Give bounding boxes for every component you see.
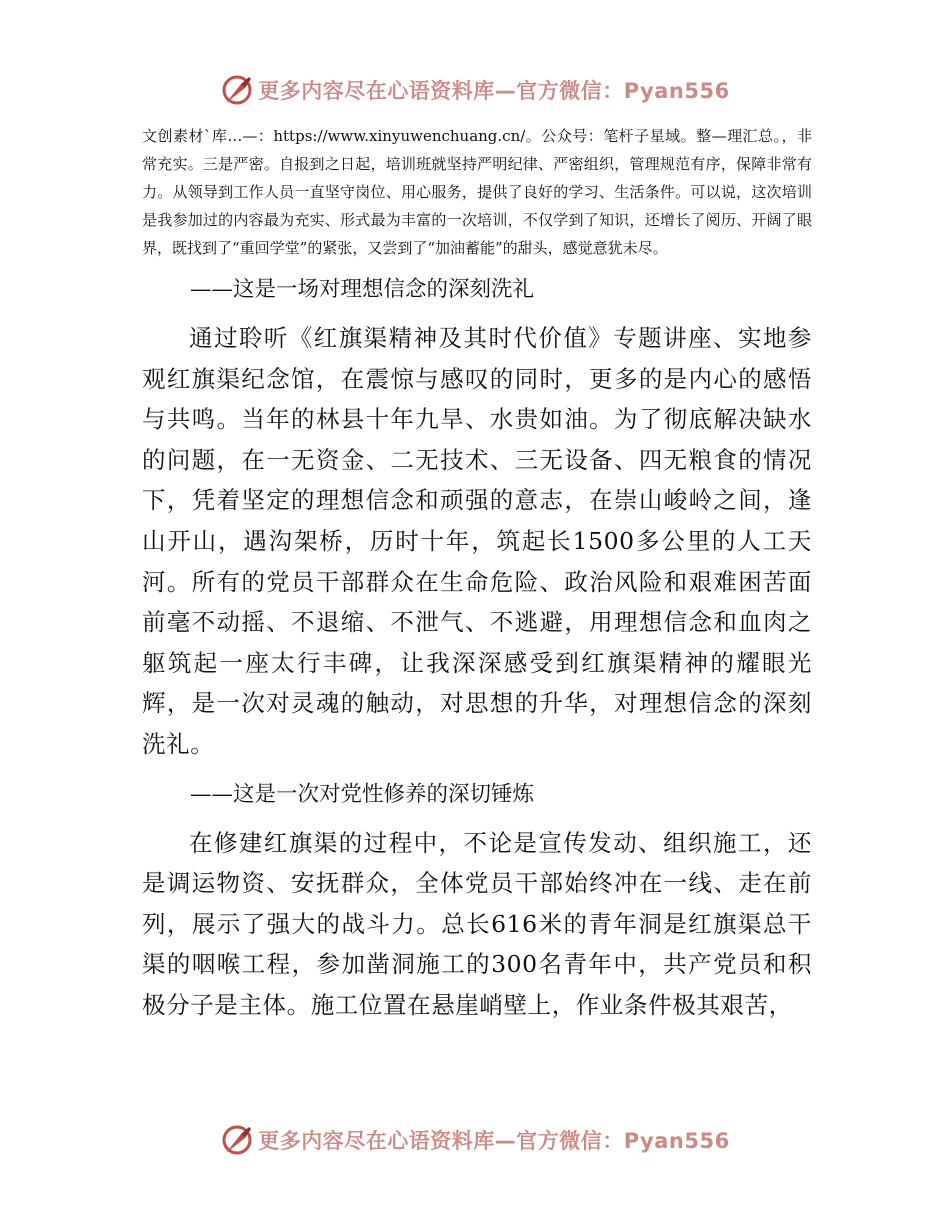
header-banner-text: 更多内容尽在心语资料库—官方微信：Pyan556 — [258, 79, 730, 103]
section-heading-2: ——这是一次对党性修养的深切锤炼 — [190, 781, 535, 807]
pen-logo-icon — [220, 1123, 254, 1157]
section-heading-1: ——这是一场对理想信念的深刻洗礼 — [190, 277, 535, 302]
footer-banner-text: 更多内容尽在心语资料库—官方微信：Pyan556 — [258, 1129, 730, 1153]
paragraph-2: 在修建红旗渠的过程中，不论是宣传发动、组织施工，还是调运物资、安抚群众，全体党员干部始终冲在一线、走在前列，展示了强大的战斗力。总长616米的青年洞是红旗渠总干渠的咽喉工程，参加凿洞施工的300名青年中，共产党员和积极分子是主体。施工位置在悬崖峭壁上，作业条件极其艰苦， — [142, 828, 812, 1019]
intro-paragraph: 文创素材`库…—：https://www.xinyuwenchuang.cn/。公众号：笔杆子星域。整—理汇总。，非常充实。三是严密。自报到之日起，培训班就坚持严明纪律、严密组织，管理规范有序，保障非常有力。从领导到工作人员一直坚守岗位、用心服务，提供了良好的学习、生活条件。可以说，这次培训是我参加过的内容最为充实、形式最为丰富的一次培训，不仅学到了知识，还增长了阅历、开阔了眼界，既找到了“重回学堂”的紧张，又尝到了“加油蓄能”的甜头，感觉意犹未尽。 — [142, 127, 812, 257]
footer-banner — [0, 1120, 950, 1160]
header-banner — [0, 70, 950, 110]
paragraph-1: 通过聆听《红旗渠精神及其时代价值》专题讲座、实地参观红旗渠纪念馆，在震惊与感叹的同时，更多的是内心的感悟与共鸣。当年的林县十年九旱、水贵如油。为了彻底解决缺水的问题，在一无资金、二无技术、三无设备、四无粮食的情况下，凭着坚定的理想信念和顽强的意志，在崇山峻岭之间，逢山开山，遇沟架桥，历时十年，筑起长1500多公里的人工天河。所有的党员干部群众在生命危险、政治风险和艰难困苦面前毫不动摇、不退缩、不泄气、不逃避，用理想信念和血肉之躯筑起一座太行丰碑，让我深深感受到红旗渠精神的耀眼光辉，是一次对灵魂的触动，对思想的升华，对理想信念的深刻洗礼。 — [142, 324, 812, 758]
pen-logo-icon — [220, 73, 254, 107]
document-body — [142, 122, 812, 1036]
